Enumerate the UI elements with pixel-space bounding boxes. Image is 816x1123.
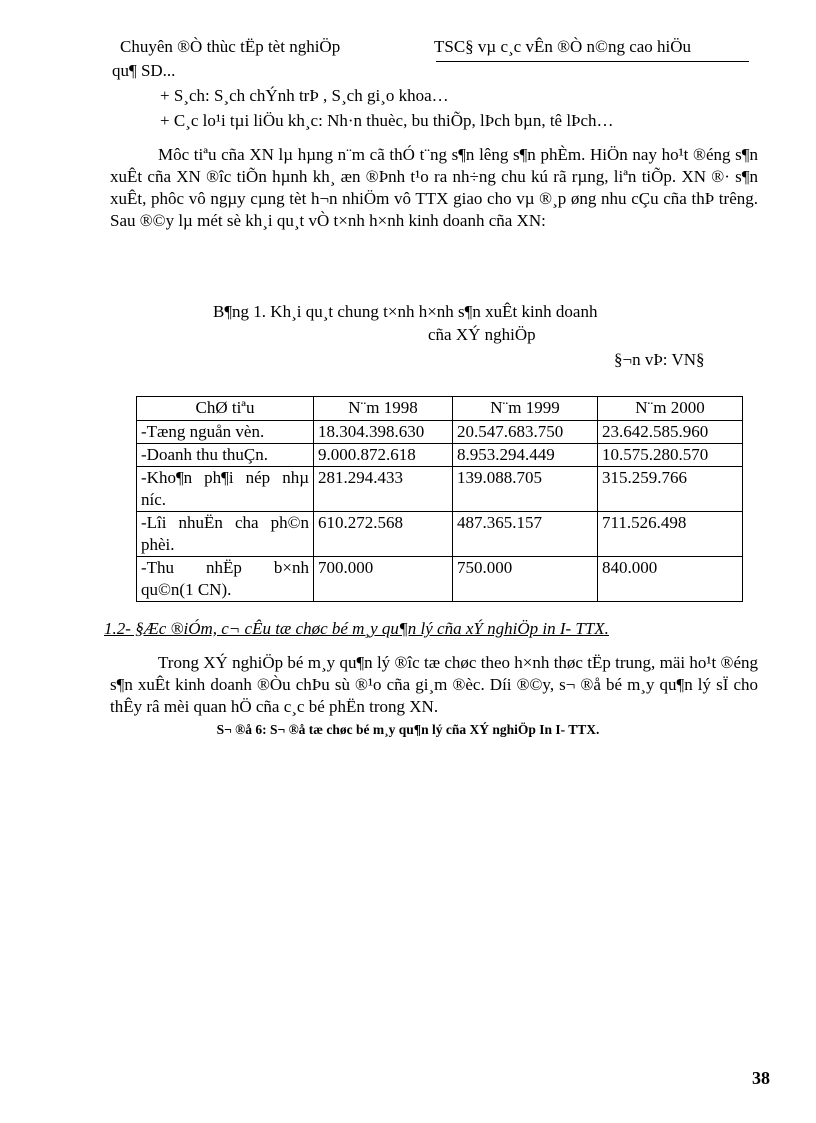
header-right: TSC§ vµ c¸c vÊn ®Ò n©ng cao hiÖu xyxy=(434,37,692,56)
table-cell: 700.000 xyxy=(314,557,453,602)
page-number: 38 xyxy=(752,1068,770,1088)
table-cell: 281.294.433 xyxy=(314,467,453,512)
table-cell: 315.259.766 xyxy=(598,467,743,512)
table-cell: 20.547.683.750 xyxy=(453,421,598,444)
table-row xyxy=(137,557,743,602)
header-continuation: qu¶ SD... xyxy=(112,61,176,80)
table-cell: 8.953.294.449 xyxy=(453,444,598,467)
row-label: -Doanh thu thuÇn. xyxy=(137,444,314,467)
column-header: N¨m 1999 xyxy=(453,397,598,421)
table-cell: 18.304.398.630 xyxy=(314,421,453,444)
table-row xyxy=(137,444,743,467)
table-header-row xyxy=(137,397,743,421)
table-cell: 139.088.705 xyxy=(453,467,598,512)
table-cell: 750.000 xyxy=(453,557,598,602)
header-rule xyxy=(436,61,749,62)
table-cell: 711.526.498 xyxy=(598,512,743,557)
row-label: -Tæng nguån vèn. xyxy=(137,421,314,444)
table-caption-line1: B¶ng 1. Kh¸i qu¸t chung t×nh h×nh s¶n xuÊt kinh doanh xyxy=(213,302,598,321)
business-summary-table xyxy=(136,396,743,602)
column-header: N¨m 2000 xyxy=(598,397,743,421)
table-cell: 9.000.872.618 xyxy=(314,444,453,467)
table-cell: 10.575.280.570 xyxy=(598,444,743,467)
header-left: Chuyên ®Ò thùc tËp tèt nghiÖp xyxy=(120,37,341,56)
paragraph-management: Trong XÝ nghiÖp bé m¸y qu¶n lý ®îc tæ chøc theo h×nh thøc tËp trung, mäi ho¹t ®éng s¶n xuÊt kinh doanh ®Òu chÞu sù ®¹o cña gi¸m ®èc. Díi ®©y, s¬ ®å bé m¸y qu¶n lý sÏ cho thÊy râ mèi quan hÖ cña c¸c bé phËn trong XN. xyxy=(110,653,758,716)
table-cell: 23.642.585.960 xyxy=(598,421,743,444)
table-row xyxy=(137,467,743,512)
table-row xyxy=(137,512,743,557)
figure-caption: S¬ ®å 6: S¬ ®å tæ chøc bé m¸y qu¶n lý cña XÝ nghiÖp In I- TTX. xyxy=(216,722,600,737)
row-label: -Thu nhËp b×nh qu©n(1 CN). xyxy=(137,557,314,602)
table-row xyxy=(137,421,743,444)
paragraph-goals: Môc tiªu cña XN lµ hµng n¨m cã thÓ t¨ng s¶n lêng s¶n phÈm. HiÖn nay ho¹t ®éng s¶n xuÊt cña XN ®îc tiÕn hµnh kh¸ æn ®Þnh t¹o ra nh÷ng chu kú rã rµng, liªn tiÕp. XN ®· s¶n xuÊt, phôc vô ngµy cµng tèt h¬n nhiÖm vô TTX giao cho vµ ®¸p øng nhu cÇu cña thÞ trêng. Sau ®©y lµ mét sè kh¸i qu¸t vÒ t×nh h×nh kinh doanh cña XN: xyxy=(110,145,758,230)
table-caption-line2: cña XÝ nghiÖp xyxy=(428,325,536,344)
bullet-books: + S¸ch: S¸ch chÝnh trÞ , S¸ch gi¸o khoa… xyxy=(160,86,449,105)
section-title: 1.2- §Æc ®iÓm, c¬ cÊu tæ chøc bé m¸y qu¶n lý cña xÝ nghiÖp in I- TTX. xyxy=(104,619,609,638)
table-unit: §¬n vÞ: VN§ xyxy=(614,350,705,369)
column-header: ChØ tiªu xyxy=(137,397,314,421)
bullet-other-docs: + C¸c lo¹i tµi liÖu kh¸c: Nh·n thuèc, bu thiÕp, lÞch bµn, tê lÞch… xyxy=(160,111,614,130)
table-cell: 610.272.568 xyxy=(314,512,453,557)
table-cell: 840.000 xyxy=(598,557,743,602)
row-label: -Kho¶n ph¶i nép nhµ níc. xyxy=(137,467,314,512)
table-cell: 487.365.157 xyxy=(453,512,598,557)
column-header: N¨m 1998 xyxy=(314,397,453,421)
row-label: -Lîi nhuËn cha ph©n phèi. xyxy=(137,512,314,557)
